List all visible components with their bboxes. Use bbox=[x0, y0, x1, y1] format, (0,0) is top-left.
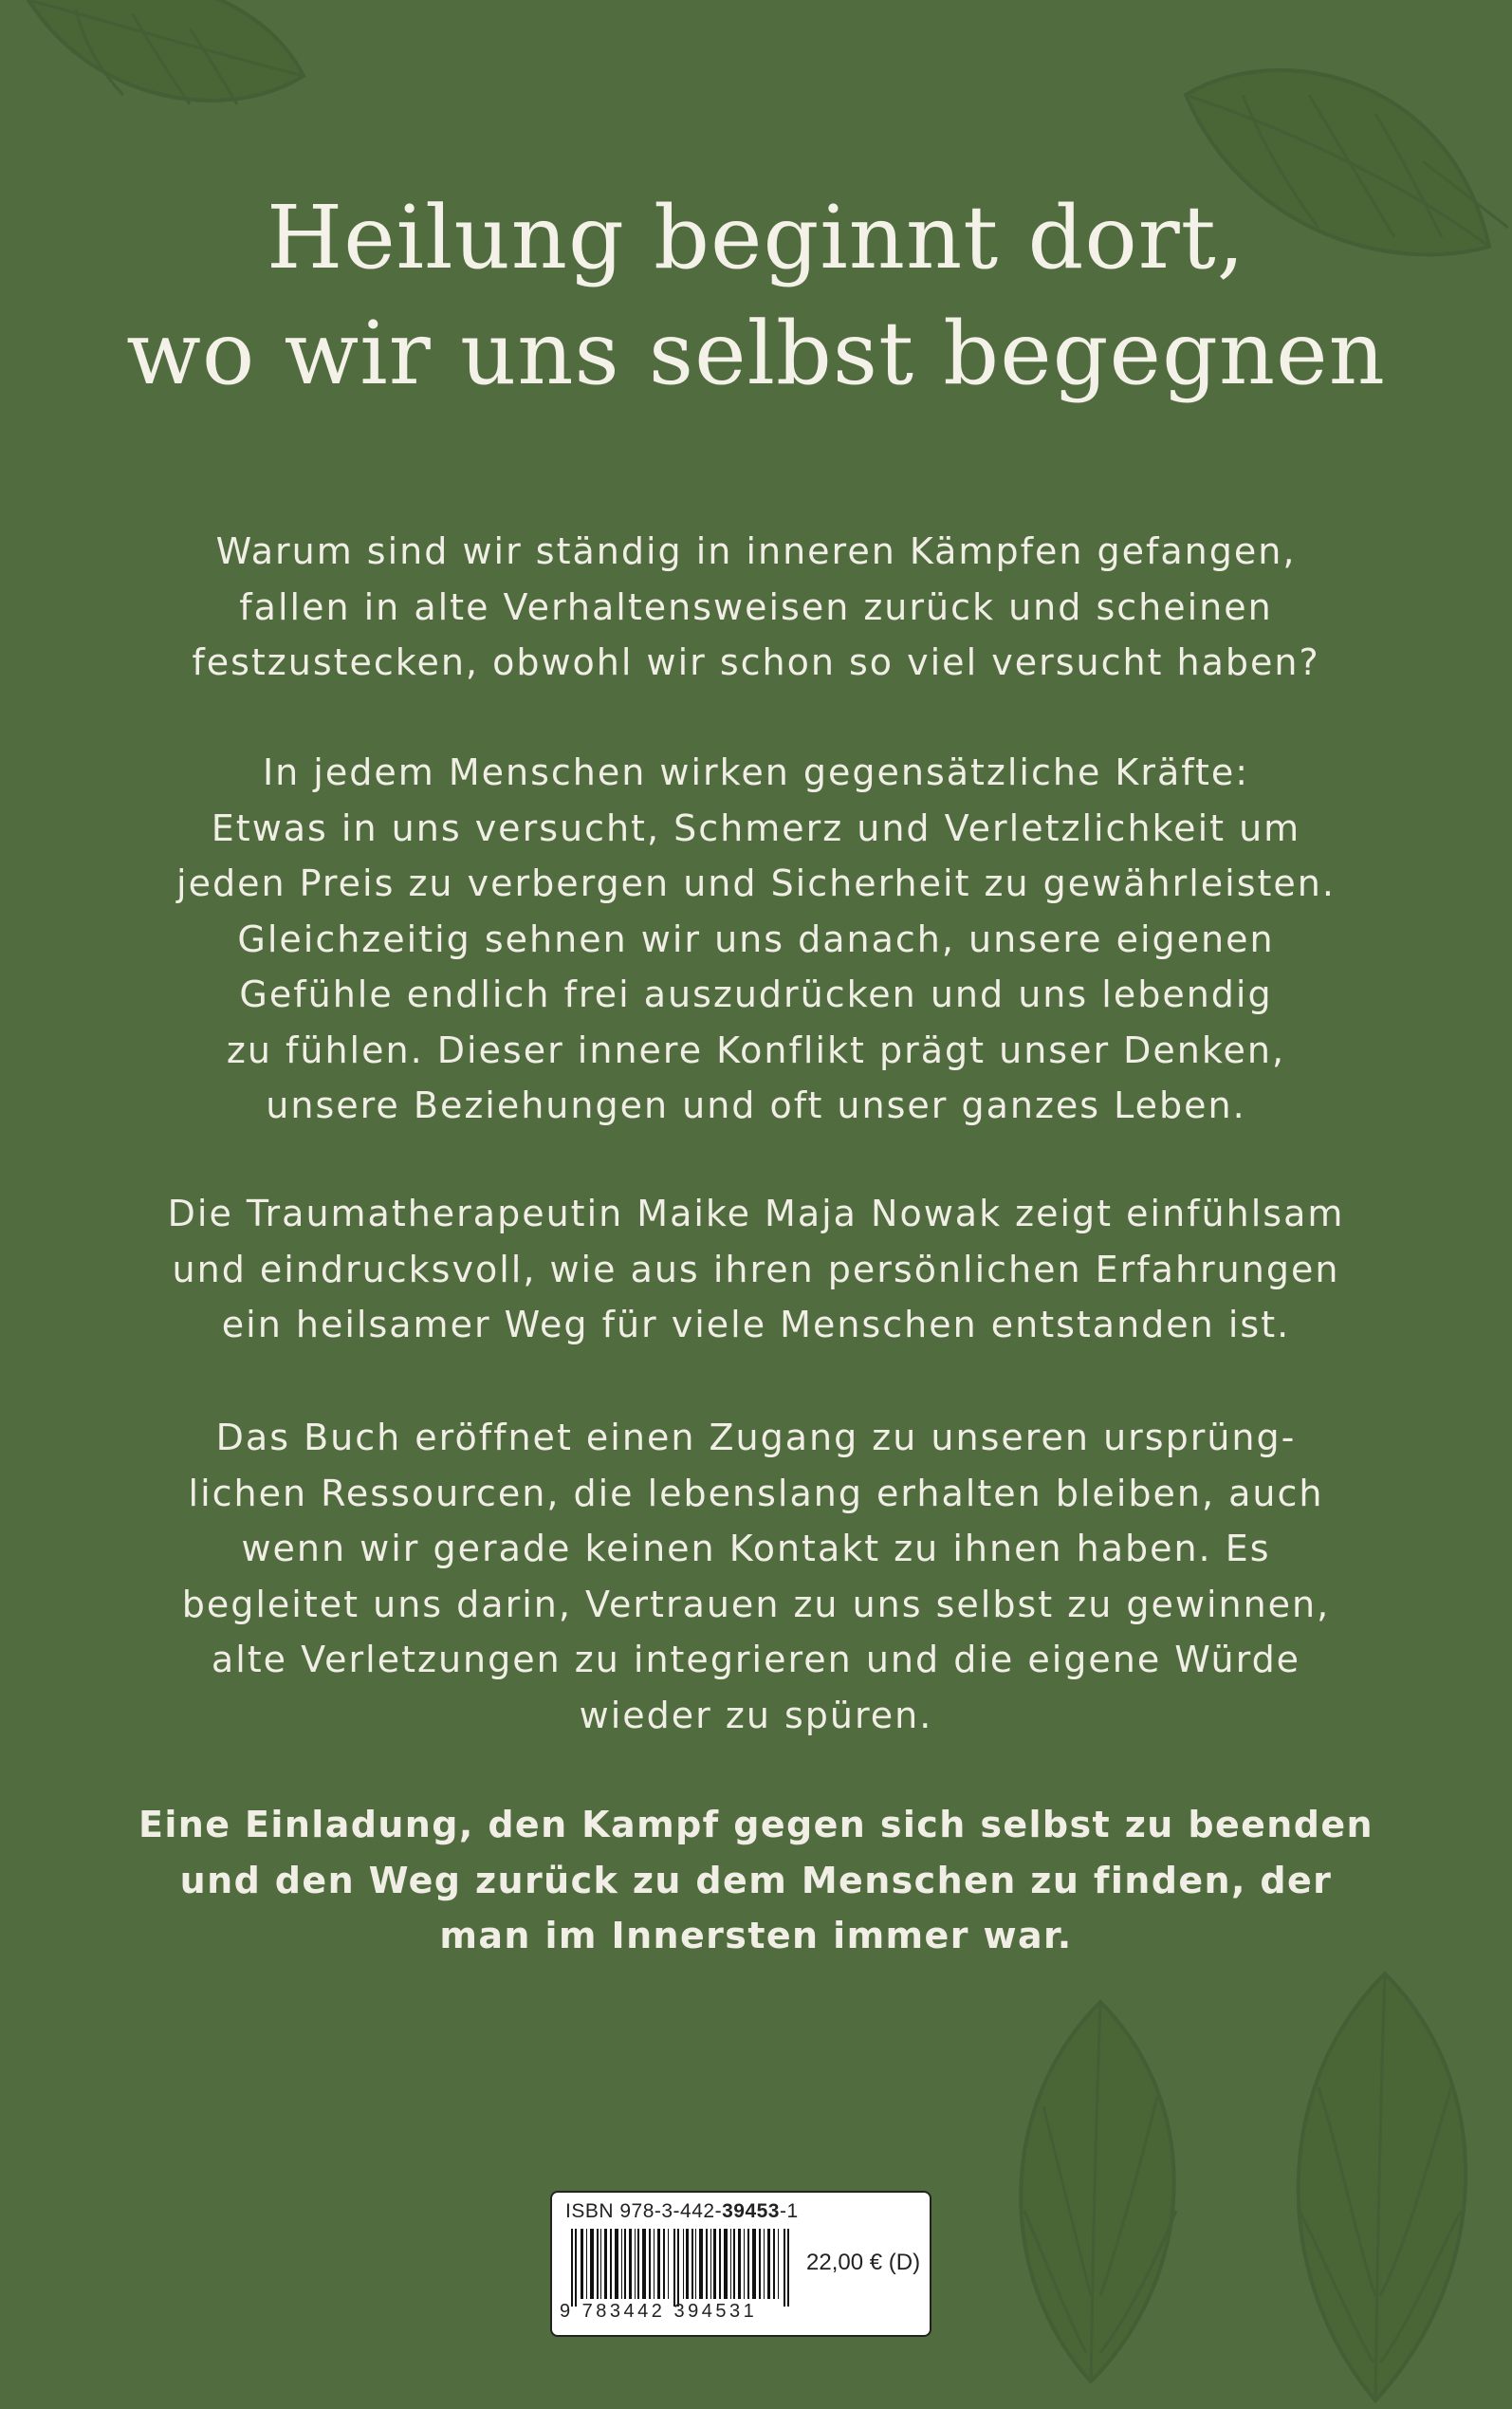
paragraph-line: lichen Ressourcen, die lebenslang erhalten bleiben, auch bbox=[188, 1472, 1324, 1514]
paragraph-line: unsere Beziehungen und oft unser ganzes Leben. bbox=[266, 1084, 1246, 1126]
paragraph-line: jeden Preis zu verbergen und Sicherheit zu gewährleisten. bbox=[176, 862, 1336, 904]
paragraph-line: Eine Einladung, den Kampf gegen sich selbst zu beenden bbox=[138, 1804, 1374, 1845]
isbn-prefix: ISBN 978-3-442- bbox=[565, 2200, 723, 2222]
paragraph-line: und eindrucksvoll, wie aus ihren persönlichen Erfahrungen bbox=[172, 1248, 1340, 1290]
headline-line-2: wo wir uns selbst begegnen bbox=[126, 303, 1386, 404]
price-label: 22,00 € (D) bbox=[806, 2250, 921, 2275]
paragraph-line: und den Weg zurück zu dem Menschen zu finden, der bbox=[179, 1859, 1333, 1901]
leaf-icon bbox=[19, 0, 323, 133]
paragraph-line: Das Buch eröffnet einen Zugang zu unseren ursprüng- bbox=[215, 1417, 1297, 1458]
isbn-label bbox=[565, 2200, 799, 2223]
paragraph-line: man im Innersten immer war. bbox=[439, 1915, 1073, 1956]
paragraph-line: wieder zu spüren. bbox=[579, 1694, 933, 1736]
barcode-bars bbox=[571, 2229, 791, 2307]
paragraph-line: Die Traumatherapeutin Maike Maja Nowak zeigt einfühlsam bbox=[167, 1193, 1345, 1234]
paragraph-1 bbox=[114, 524, 1398, 691]
leaf-icon bbox=[1233, 1955, 1512, 2409]
headline-line-1: Heilung beginnt dort, bbox=[266, 187, 1245, 288]
leaf-icon bbox=[958, 1992, 1243, 2391]
barcode-digits: 9 783442 394531 bbox=[560, 2301, 758, 2322]
paragraph-3 bbox=[114, 1186, 1398, 1353]
isbn-bold: 39453 bbox=[722, 2200, 780, 2222]
barcode-box bbox=[550, 2191, 931, 2337]
paragraph-line: wenn wir gerade keinen Kontakt zu ihnen haben. Es bbox=[241, 1528, 1271, 1569]
paragraph-line: alte Verletzungen zu integrieren und die eigene Würde bbox=[211, 1639, 1301, 1680]
headline bbox=[0, 180, 1512, 412]
paragraph-line: zu fühlen. Dieser innere Konflikt prägt unser Denken, bbox=[226, 1028, 1286, 1071]
paragraph-line: fallen in alte Verhaltensweisen zurück und scheinen bbox=[239, 585, 1273, 628]
paragraph-4 bbox=[114, 1410, 1398, 1743]
paragraph-line: In jedem Menschen wirken gegensätzliche Kräfte: bbox=[262, 751, 1250, 793]
paragraph-line: festzustecken, obwohl wir schon so viel versucht haben? bbox=[192, 641, 1320, 683]
paragraph-line: begleitet uns darin, Vertrauen zu uns selbst zu gewinnen, bbox=[181, 1583, 1331, 1625]
paragraph-line: Gleichzeitig sehnen wir uns danach, unsere eigenen bbox=[237, 917, 1275, 960]
isbn-suffix: -1 bbox=[780, 2200, 799, 2222]
paragraph-line: ein heilsamer Weg für viele Menschen entstanden ist. bbox=[221, 1304, 1291, 1345]
paragraph-line: Gefühle endlich frei auszudrücken und uns lebendig bbox=[239, 973, 1273, 1015]
paragraph-line: Warum sind wir ständig in inneren Kämpfen gefangen, bbox=[215, 530, 1297, 572]
paragraph-line: Etwas in uns versucht, Schmerz und Verletzlichkeit um bbox=[211, 806, 1301, 849]
paragraph-2 bbox=[114, 745, 1398, 1134]
closing-paragraph bbox=[114, 1797, 1398, 1964]
